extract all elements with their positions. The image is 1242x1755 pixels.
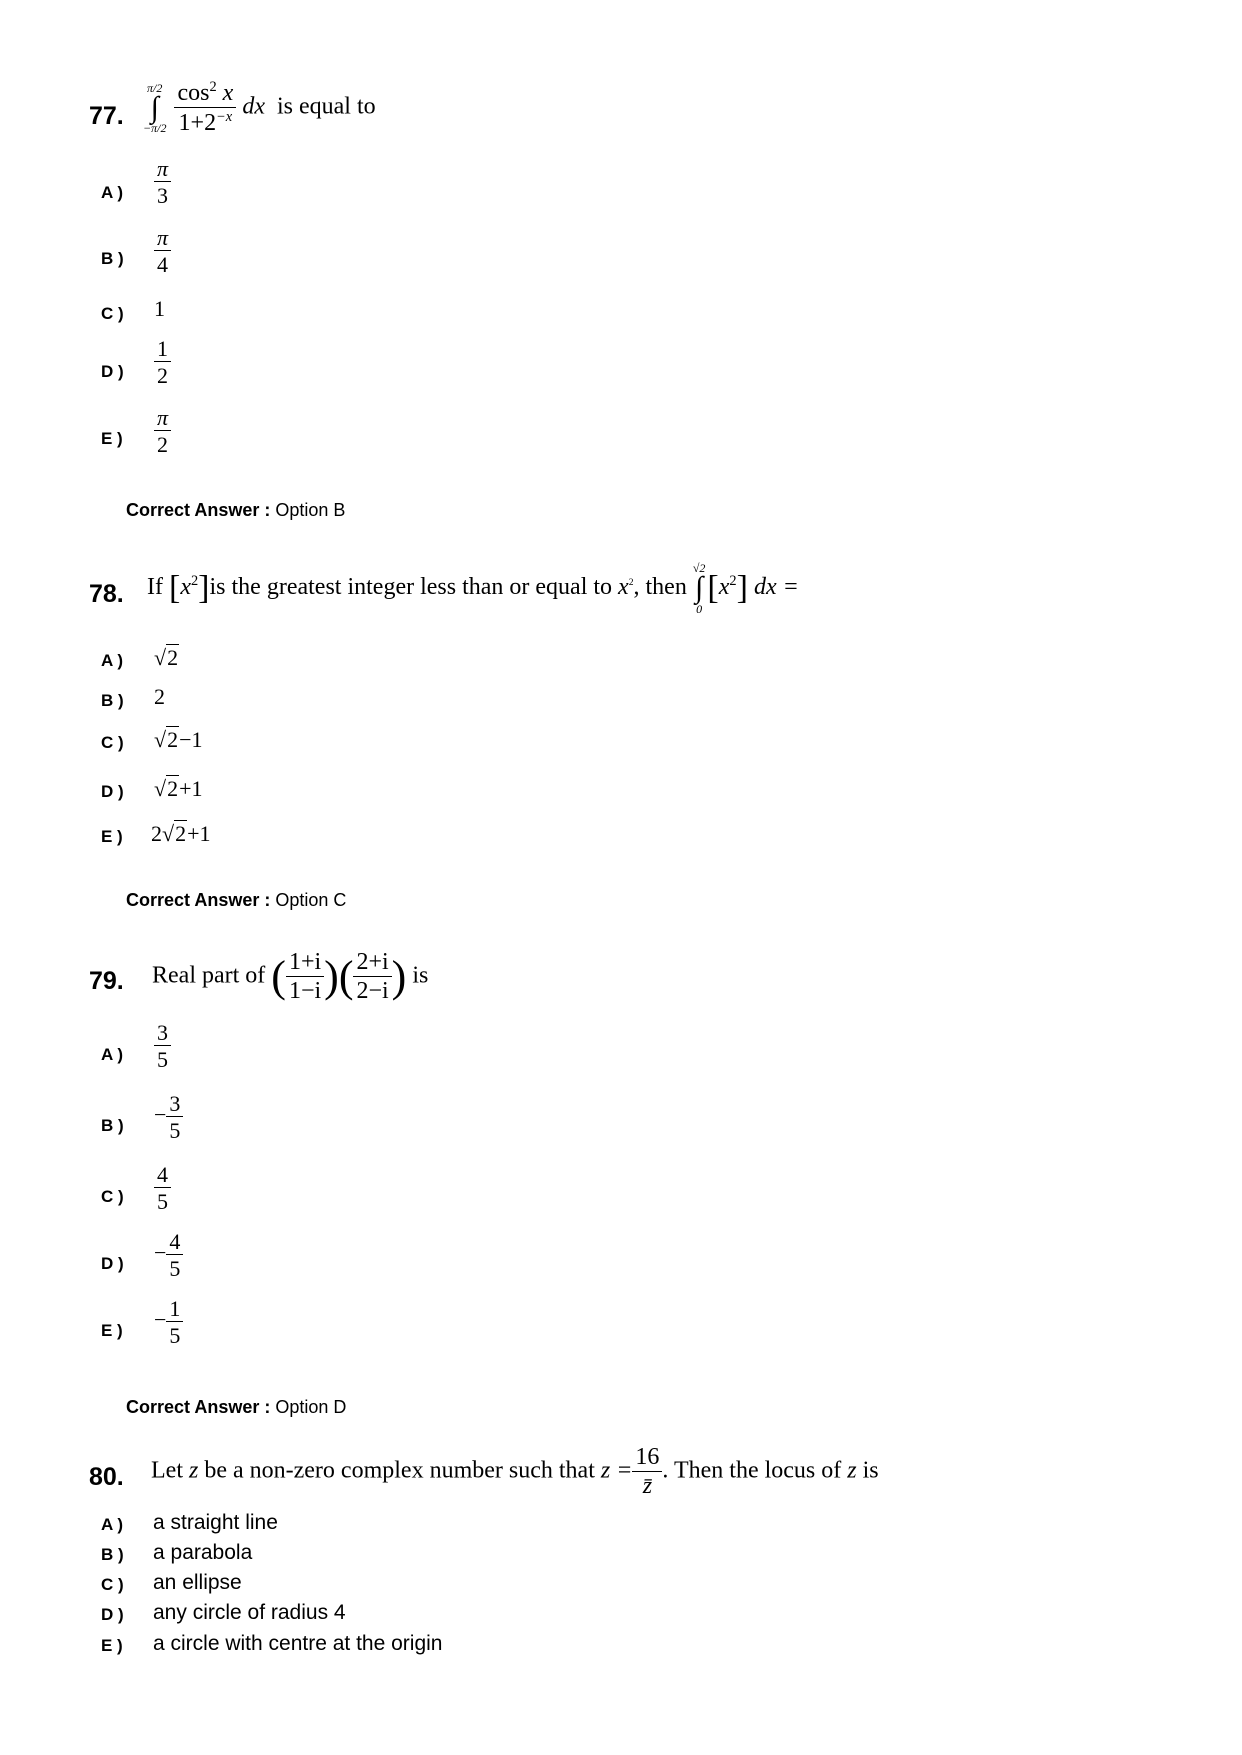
option-label: D ) (101, 782, 124, 801)
option-value[interactable]: $\frac{3}{5}$ (154, 1021, 171, 1071)
question-stem: Real part of ( $\frac{1+i}{1-i}$ )( $\frac{2+i}{2-i}$ ) is (152, 949, 429, 1005)
integrand-fraction: $\frac{\cos^2 x}{1+2^{-x}}$ (174, 80, 236, 136)
option-label: E ) (101, 429, 123, 448)
option-label: E ) (101, 827, 123, 846)
option-label: E ) (101, 1321, 123, 1340)
option-value[interactable]: any circle of radius 4 (153, 1601, 346, 1624)
option-value[interactable]: $\frac{\pi}{2}$ (154, 406, 171, 456)
option-label: A ) (101, 183, 124, 202)
option-label: C ) (101, 733, 124, 752)
option-value[interactable]: $\frac{4}{5}$ (154, 1163, 171, 1213)
option-value[interactable]: a straight line (153, 1511, 278, 1534)
option-value[interactable]: 2 (154, 684, 165, 709)
option-label: B ) (101, 1545, 124, 1564)
option-value[interactable]: a circle with centre at the origin (153, 1632, 443, 1655)
option-label: A ) (101, 1045, 124, 1064)
integral-sign: π/2 ∫ −π/2 (143, 80, 167, 136)
option-label: B ) (101, 691, 124, 710)
option-label: B ) (101, 249, 124, 268)
option-value[interactable]: an ellipse (153, 1571, 242, 1594)
question-stem: π/2 ∫ −π/2 $\frac{\cos^2 x}{1+2^{-x}}$ dx is equal to (143, 79, 376, 137)
option-label: E ) (101, 1636, 123, 1655)
question-number: 80. (89, 1463, 124, 1491)
option-value[interactable]: a parabola (153, 1541, 253, 1564)
option-label: B ) (101, 1116, 124, 1135)
question-number: 78. (89, 580, 124, 608)
option-value[interactable]: − $\frac{4}{5}$ (154, 1230, 183, 1280)
question-stem: If $[x^2]is$ the greatest integer less than or equal to $x^2$, then √2 ∫ 0 $[x^2]$ dx = (147, 561, 799, 616)
option-value[interactable]: √2 (154, 645, 179, 670)
question-stem: Let z be a non-zero complex number such that z = $\frac{16}{z̄}$ . Then the locus of z is (151, 1444, 879, 1500)
option-label: C ) (101, 304, 124, 323)
option-value[interactable]: $\frac{1}{2}$ (154, 337, 171, 387)
integral-sign: √2 ∫ 0 (692, 561, 706, 616)
option-value[interactable]: 1 (154, 296, 165, 321)
option-value[interactable]: 2√2+1 (151, 821, 211, 846)
option-label: D ) (101, 1605, 124, 1624)
option-label: D ) (101, 362, 124, 381)
option-value[interactable]: √2−1 (154, 727, 203, 752)
option-value[interactable]: − $\frac{3}{5}$ (154, 1092, 183, 1142)
option-label: C ) (101, 1575, 124, 1594)
question-number: 79. (89, 967, 124, 995)
option-label: C ) (101, 1187, 124, 1206)
option-value[interactable]: $\frac{\pi}{4}$ (154, 226, 171, 276)
correct-answer: Correct Answer : Option C (126, 890, 347, 910)
option-value[interactable]: √2+1 (154, 776, 203, 801)
option-value[interactable]: $\frac{\pi}{3}$ (154, 157, 171, 207)
option-label: D ) (101, 1254, 124, 1273)
option-value[interactable]: − $\frac{1}{5}$ (154, 1297, 183, 1347)
correct-answer: Correct Answer : Option B (126, 500, 346, 520)
correct-answer: Correct Answer : Option D (126, 1397, 347, 1417)
question-number: 77. (89, 102, 124, 130)
option-label: A ) (101, 1515, 124, 1534)
option-label: A ) (101, 651, 124, 670)
